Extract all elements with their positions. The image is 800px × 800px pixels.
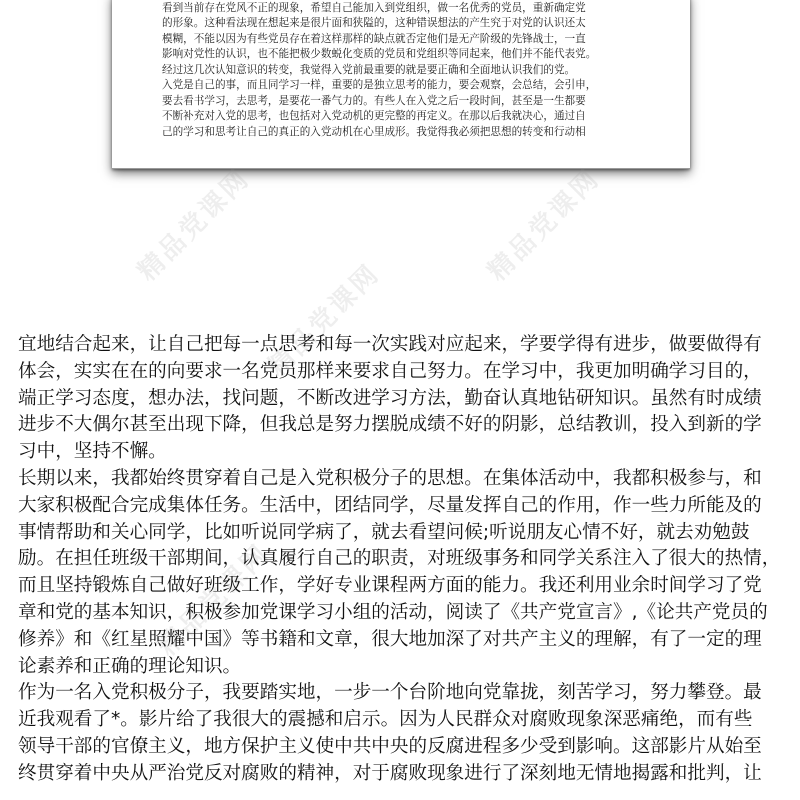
document-line: 励。在担任班级干部期间，认真履行自己的职责，对班级事务和同学关系注入了很大的热情， <box>18 548 781 570</box>
watermark: 精品党课网 <box>132 163 257 288</box>
document-line: 论素养和正确的理论知识。 <box>18 655 242 677</box>
document-line: 终贯穿着中央从严治党反对腐败的精神，对于腐败现象进行了深刻地无情地揭露和批判，让 <box>18 762 762 784</box>
scanned-line: 不断补充对入党的思考，也包括对入党动机的更完整的再定义。在那以后我就决心，通过自 <box>162 110 586 122</box>
scanned-line: 的形象。这种看法现在想起来是很片面和狭隘的，这种错误想法的产生究于对党的认识还太 <box>162 17 586 29</box>
scanned-line: 己的学习和思考让自己的真正的入党动机在心里成形。我觉得我必须把思想的转变和行动相 <box>162 125 586 138</box>
scanned-line: 入党是自己的事，而且同学习一样，重要的是独立思考的能力，要会观察，会总结，会引申， <box>162 79 597 91</box>
document-line: 大家积极配合完成集体任务。生活中，团结同学，尽量发挥自己的作用，作一些力所能及的 <box>18 494 762 516</box>
scanned-line: 模糊，不能以因为有些党员存在着这样那样的缺点就否定他们是无产阶级的先锋战士，一直 <box>162 32 586 45</box>
document-line: 宜地结合起来，让自己把每一点思考和每一次实践对应起来，学要学得有进步，做要做得有 <box>18 334 762 355</box>
document-line: 习中，坚持不懈。 <box>18 441 167 463</box>
scanned-page-text <box>162 0 642 140</box>
document-body <box>18 332 782 788</box>
watermark: 精品党课网 <box>262 258 387 383</box>
scanned-page-image <box>112 0 690 169</box>
document-line: 近我观看了*。影片给了我很大的震撼和启示。因为人民群众对腐败现象深恶痛绝，而有些 <box>18 709 753 731</box>
document-line: 作为一名入党积极分子，我要踏实地，一步一个台阶地向党靠拢，刻苦学习，努力攀登。最 <box>18 682 762 704</box>
scanned-line: 影响对党性的认识，也不能把极少数蜕化变质的党员和党组织等同起来，他们并不能代表党。 <box>162 48 597 60</box>
document-line: 进步不大偶尔甚至出现下降，但我总是努力摆脱成绩不好的阴影，总结教训，投入到新的学 <box>18 414 762 436</box>
document-line: 端正学习态度，想办法，找问题，不断改进学习方法，勤奋认真地钻研知识。虽然有时成绩 <box>18 387 762 409</box>
document-line: 体会，实实在在的向要求一名党员那样来要求自己努力。在学习中，我更加明确学习目的， <box>18 360 762 382</box>
document-line: 修养》和《红星照耀中国》等书籍和文章，很大地加深了对共产主义的理解，有了一定的理 <box>18 628 762 650</box>
watermark: 精品党课网 <box>482 163 607 288</box>
watermark: 精品党课网 <box>152 538 277 663</box>
document-line: 事情帮助和关心同学，比如听说同学病了，就去看望问候;听说朋友心情不好，就去劝勉鼓 <box>18 521 750 543</box>
document-line: 领导干部的官僚主义，地方保护主义使中共中央的反腐进程多少受到影响。这部影片从始至 <box>18 735 762 757</box>
document-line: 而且坚持锻炼自己做好班级工作，学好专业课程两方面的能力。我还利用业余时间学习了党 <box>18 575 762 597</box>
document-line: 长期以来，我都始终贯穿着自己是入党积极分子的思想。在集体活动中，我都积极参与，和 <box>18 467 762 489</box>
scanned-line: 经过这几次认知意识的转变，我觉得入党前最重要的就是要正确和全面地认识我们的党。 <box>162 63 576 76</box>
scanned-line: 要去看书学习，去思考，是要花一番气力的。有些人在入党之后一段时间，甚至是一生都要 <box>162 94 586 107</box>
document-line: 章和党的基本知识，积极参加党课学习小组的活动，阅读了《共产党宣言》,《论共产党员的 <box>18 601 768 623</box>
scanned-line: 看到当前存在党风不正的现象，希望自己能加入到党组织，做一名优秀的党员，重新确定党 <box>162 1 586 14</box>
